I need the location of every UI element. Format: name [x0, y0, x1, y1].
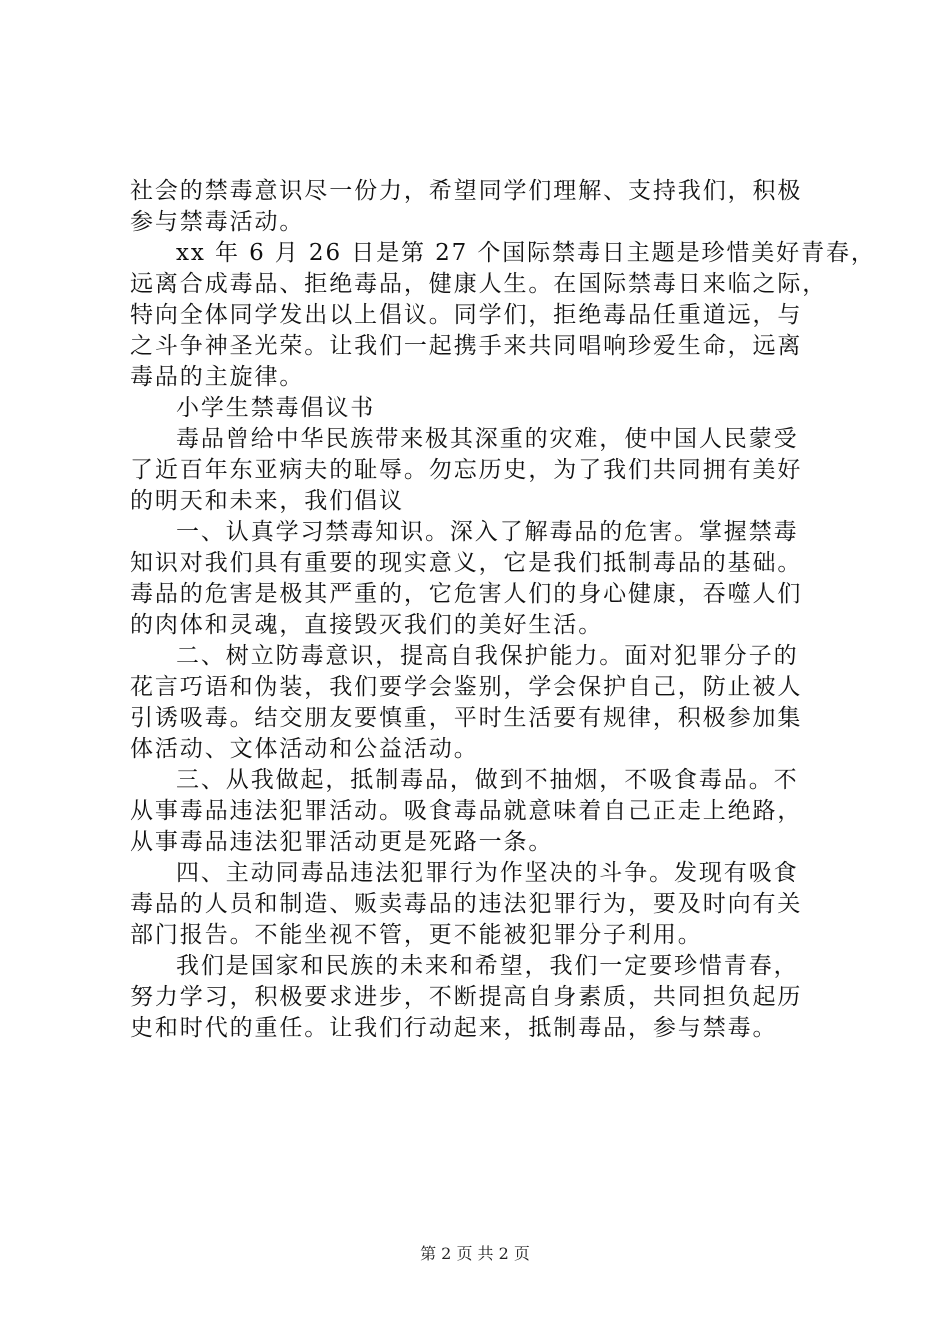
text-line: 毒品的危害是极其严重的，它危害人们的身心健康，吞噬人们 — [130, 581, 803, 607]
text-line: 特向全体同学发出以上倡议。同学们，拒绝毒品任重道远，与 — [130, 302, 803, 328]
text-line: 的明天和未来，我们倡议 — [130, 488, 404, 514]
text-line: 远离合成毒品、拒绝毒品，健康人生。在国际禁毒日来临之际， — [130, 271, 828, 297]
text-line: 努力学习，积极要求进步，不断提高自身素质，共同担负起历 — [130, 984, 803, 1010]
text-line: 史和时代的重任。让我们行动起来，抵制毒品，参与禁毒。 — [130, 1015, 778, 1041]
text-line: 小学生禁毒倡议书 — [176, 395, 376, 421]
text-line: 引诱吸毒。结交朋友要慎重，平时生活要有规律，积极参加集 — [130, 705, 803, 731]
text-line: 之斗争神圣光荣。让我们一起携手来共同唱响珍爱生命，远离 — [130, 333, 803, 359]
text-line: 毒品的主旋律。 — [130, 364, 305, 390]
text-line: 从事毒品违法犯罪活动更是死路一条。 — [130, 829, 554, 855]
text-line: 四、主动同毒品违法犯罪行为作坚决的斗争。发现有吸食 — [176, 860, 799, 886]
text-line: 我们是国家和民族的未来和希望，我们一定要珍惜青春， — [176, 953, 799, 979]
text-line: 知识对我们具有重要的现实意义，它是我们抵制毒品的基础。 — [130, 550, 803, 576]
text-line: 花言巧语和伪装，我们要学会鉴别，学会保护自己，防止被人 — [130, 674, 803, 700]
text-line: 从事毒品违法犯罪活动。吸食毒品就意味着自己正走上绝路， — [130, 798, 803, 824]
text-line: 二、树立防毒意识，提高自我保护能力。面对犯罪分子的 — [176, 643, 799, 669]
text-line: 一、认真学习禁毒知识。深入了解毒品的危害。掌握禁毒 — [176, 519, 799, 545]
text-line: 毒品的人员和制造、贩卖毒品的违法犯罪行为，要及时向有关 — [130, 891, 803, 917]
text-line: 的肉体和灵魂，直接毁灭我们的美好生活。 — [130, 612, 604, 638]
text-line: 了近百年东亚病夫的耻辱。勿忘历史，为了我们共同拥有美好 — [130, 457, 803, 483]
document-body — [130, 176, 876, 1044]
text-line: 三、从我做起，抵制毒品，做到不抽烟，不吸食毒品。不 — [176, 767, 799, 793]
text-line: 参与禁毒活动。 — [130, 209, 305, 235]
text-line: 部门报告。不能坐视不管，更不能被犯罪分子利用。 — [130, 922, 703, 948]
text-line: 社会的禁毒意识尽一份力，希望同学们理解、支持我们，积极 — [130, 178, 803, 204]
page-number-footer: 第 2 页 共 2 页 — [420, 1244, 530, 1263]
text-line: 毒品曾给中华民族带来极其深重的灾难，使中国人民蒙受 — [176, 426, 799, 452]
text-line: 体活动、文体活动和公益活动。 — [130, 736, 479, 762]
text-line: xx 年 6 月 26 日是第 27 个国际禁毒日主题是珍惜美好青春， — [176, 240, 876, 266]
